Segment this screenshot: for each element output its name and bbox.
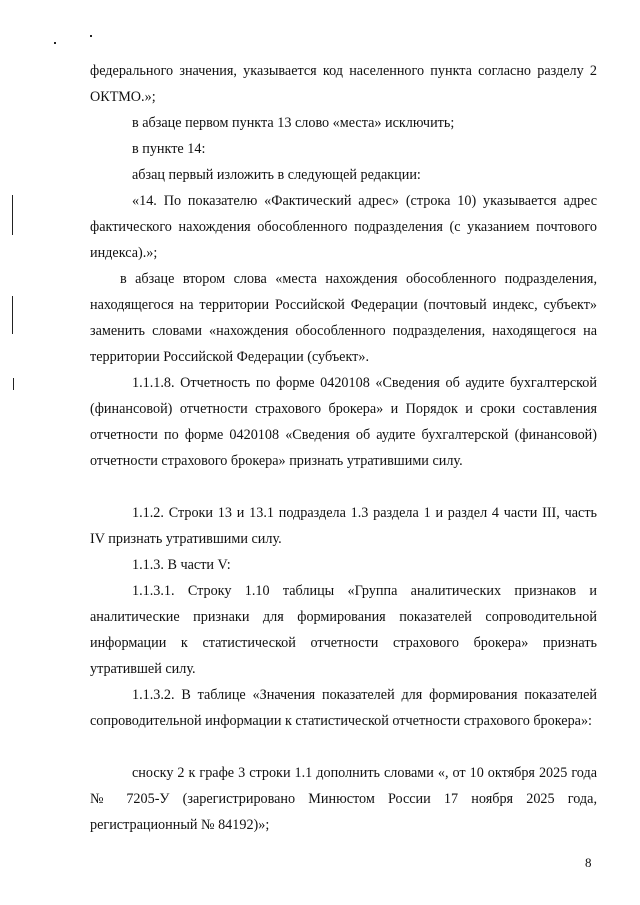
scan-dot [90, 35, 92, 37]
scan-edge-line [13, 378, 14, 390]
paragraph-2: в абзаце первом пункта 13 слово «места» исключить; [132, 115, 455, 131]
paragraph-9: 1.1.3. В части V: [132, 557, 231, 573]
paragraph-3: в пункте 14: [132, 141, 206, 157]
paragraph-7: 1.1.1.8. Отчетность по форме 0420108 «Сведения об аудите бухгалтерской (финансовой) отчетности страхового брокера» и Порядок и сроки составления отчетности по форме 0420108 «Сведения об аудите бухгалтерской (финансовой) отчетности страхового брокера» признать утратившими силу. [90, 375, 597, 469]
scan-edge-line [12, 195, 13, 235]
paragraph-1: федерального значения, указывается код населенного пункта согласно разделу 2 ОКТМО.»; [90, 63, 597, 105]
scan-edge-line [12, 296, 13, 334]
scan-dot [54, 42, 56, 44]
paragraph-6: в абзаце втором слова «места нахождения обособленного подразделения, находящегося на территории Российской Федерации (почтовый индекс, субъект» заменить словами «нахождения обособленного подразделения, находящегося на территории Российской Федерации (субъект». [90, 271, 597, 365]
paragraph-12: сноску 2 к графе 3 строки 1.1 дополнить словами «, от 10 октября 2025 года № 7205-У (зарегистрировано Минюстом России 17 ноября 2025 года, регистрационный № 84192)»; [90, 765, 597, 833]
paragraph-10: 1.1.3.1. Строку 1.10 таблицы «Группа аналитических признаков и аналитические признаки для формирования показателей сопроводительной информации к статистической отчетности страхового брокера» признать утратившей силу. [90, 583, 597, 677]
paragraph-4: абзац первый изложить в следующей редакции: [132, 167, 421, 183]
paragraph-11: 1.1.3.2. В таблице «Значения показателей для формирования показателей сопроводительной информации к статистической отчетности страхового брокера»: [90, 687, 597, 729]
paragraph-5: «14. По показателю «Фактический адрес» (строка 10) указывается адрес фактического нахождения обособленного подразделения (с указанием почтового индекса).»; [90, 193, 597, 261]
paragraph-8: 1.1.2. Строки 13 и 13.1 подраздела 1.3 раздела 1 и раздел 4 части III, часть IV признать утратившими силу. [90, 505, 597, 547]
page-number: 8 [585, 855, 592, 870]
